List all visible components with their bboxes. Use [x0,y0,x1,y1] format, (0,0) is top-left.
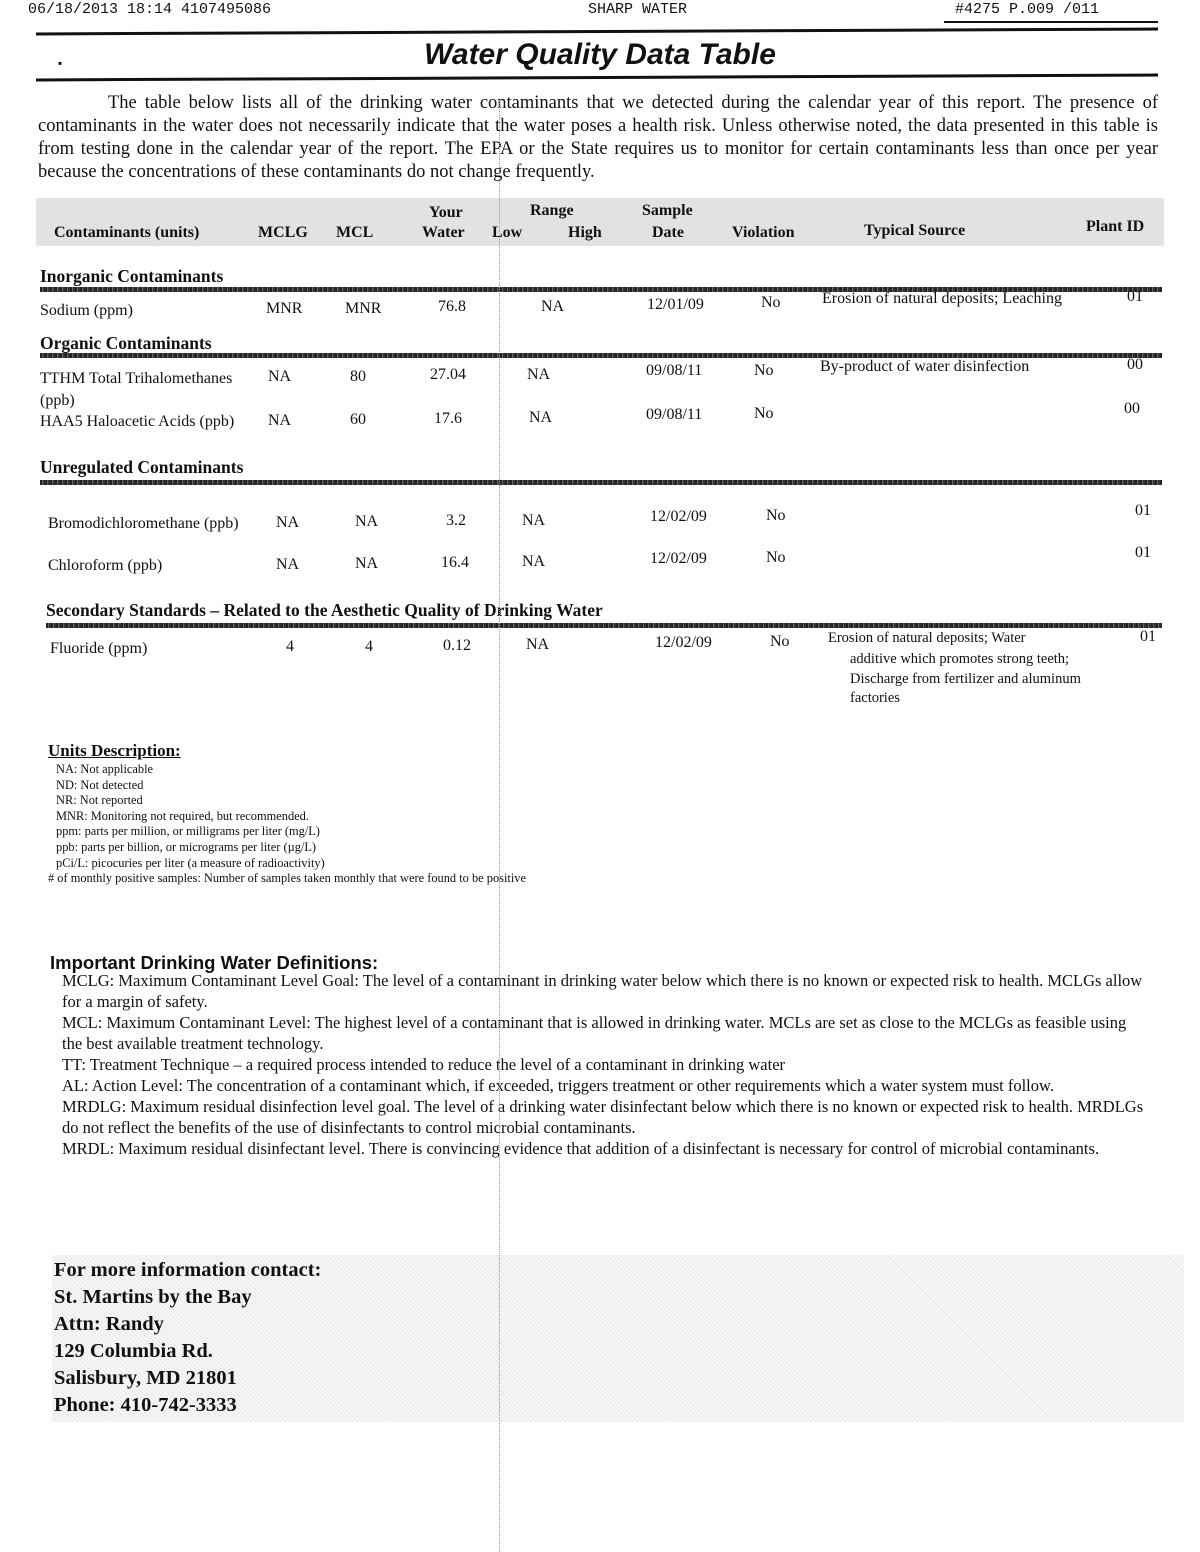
row-mcl: NA [355,555,379,572]
row-name: TTHM Total Trihalomethanes [40,370,233,387]
row-mclg: MNR [266,300,303,317]
row-your-water: 0.12 [443,637,471,654]
section-secondary: Secondary Standards – Related to the Aesthetic Quality of Drinking Water [46,600,603,620]
col-sample: Sample [642,202,693,219]
row-mclg: 4 [286,638,294,655]
units-item: pCi/L: picocuries per liter (a measure of radioactivity) [56,855,325,870]
col-violation: Violation [732,224,795,241]
row-name: Fluoride (ppm) [50,640,148,657]
row-source: By-product of water disinfection [820,358,1030,375]
row-your-water: 17.6 [434,410,462,427]
row-mcl: NA [355,513,379,530]
row-plant: 01 [1127,288,1143,305]
col-low: Low [492,224,523,241]
units-item: NR: Not reported [56,793,143,808]
row-violation: No [754,405,774,422]
definition-item: TT: Treatment Technique – a required process intended to reduce the level of a contaminant in drinking water [62,1055,786,1074]
title-top-rule [36,28,1158,36]
row-name: Chloroform (ppb) [48,557,163,574]
col-high: High [568,224,602,241]
section-inorganic: Inorganic Contaminants [40,266,224,286]
row-violation: No [766,549,786,566]
row-violation: No [766,507,786,524]
fax-header [0,0,1200,22]
row-range: NA [526,636,550,653]
contact-phone: Phone: 410-742-3333 [54,1394,237,1416]
title-bottom-rule [36,74,1158,82]
row-mcl: 60 [350,411,366,428]
row-date: 12/01/09 [647,296,704,313]
row-name: HAA5 Haloacetic Acids (ppb) [40,413,235,430]
row-plant: 01 [1140,628,1156,645]
col-your: Your [429,204,463,221]
section-unregulated: Unregulated Contaminants [40,457,244,477]
intro-paragraph: The table below lists all of the drinking water contaminants that we detected during the calendar year of this report. The presence of contaminants in the water does not necessarily indicate that the water poses a health risk. Unless otherwise noted, the data presented in this table is from testing done in the calendar year of the report. The EPA or the State requires us to monitor for certain contaminants less than once per year because the concentrations of these contaminants do not change frequently. [38,93,1158,182]
row-range: NA [541,298,565,315]
row-range: NA [522,553,546,570]
row-your-water: 16.4 [441,554,469,571]
row-name-cont: (ppb) [40,392,75,409]
row-your-water: 27.04 [430,366,466,383]
row-mclg: NA [276,514,300,531]
contact-org: St. Martins by the Bay [54,1286,252,1308]
row-mclg: NA [268,412,292,429]
row-your-water: 3.2 [446,512,466,529]
row-plant: 00 [1127,356,1143,373]
units-title: Units Description: [48,741,181,760]
row-source: Erosion of natural deposits; Leaching [822,290,1062,307]
contact-heading: For more information contact: [54,1259,322,1281]
section-organic: Organic Contaminants [40,333,212,353]
row-violation: No [754,362,774,379]
row-date: 09/08/11 [646,406,703,423]
definition-item: MCL: Maximum Contaminant Level: The highest level of a contaminant that is allowed in drinking water. MCLs are set as close to the MCLGs as feasible using the best available treatment technology. [62,1013,1127,1053]
units-item: # of monthly positive samples: Number of samples taken monthly that were found to be positive [48,871,526,886]
row-mclg: NA [268,368,292,385]
contact-street: 129 Columbia Rd. [54,1340,213,1362]
fax-sender: SHARP WATER [588,1,688,18]
units-item: ppm: parts per million, or milligrams per liter (mg/L) [56,824,320,839]
row-date: 12/02/09 [650,550,707,567]
table-header [36,198,1164,246]
section-bar-secondary [46,623,1162,628]
units-item: ppb: parts per billion, or micrograms per liter (µg/L) [56,839,317,854]
fax-datetime: 06/18/2013 18:14 4107495086 [28,1,272,18]
row-violation: No [770,633,790,650]
row-source-cont: additive which promotes strong teeth; Discharge from fertilizer and aluminum factories [850,651,1081,706]
row-range: NA [527,366,551,383]
row-plant: 01 [1135,544,1151,561]
section-bar-unregulated [40,480,1162,485]
scan-mark: ▪ [58,56,63,70]
row-your-water: 76.8 [438,298,466,315]
row-plant: 01 [1135,502,1151,519]
header-rule [944,21,1158,23]
row-range: NA [529,409,553,426]
row-source: Erosion of natural deposits; Water [828,630,1026,646]
row-plant: 00 [1124,400,1140,417]
units-item: MNR: Monitoring not required, but recommended. [56,808,309,823]
contact-attn: Attn: Randy [54,1313,164,1335]
contact-block [52,1255,1184,1422]
fax-page: #4275 P.009 /011 [955,1,1100,18]
row-name: Bromodichloromethane (ppb) [48,515,239,532]
row-mclg: NA [276,556,300,573]
units-list [48,762,956,887]
row-date: 09/08/11 [646,362,703,379]
col-typical-source: Typical Source [864,222,966,239]
contact-city: Salisbury, MD 21801 [54,1367,237,1389]
definition-item: MRDL: Maximum residual disinfectant level. There is convincing evidence that addition of a disinfectant is necessary for control of microbial contaminants. [62,1139,1100,1158]
col-mclg: MCLG [258,224,308,241]
row-mcl: 4 [365,638,373,655]
row-name: Sodium (ppm) [40,302,133,319]
definitions-title: Important Drinking Water Definitions: [50,952,379,973]
col-range: Range [530,202,574,219]
row-mcl: 80 [350,368,366,385]
definitions-list [62,970,1147,1159]
col-contaminants: Contaminants (units) [54,224,200,241]
col-date: Date [652,224,684,241]
col-plant-id: Plant ID [1086,218,1145,235]
col-water: Water [422,224,465,241]
definition-item: MCLG: Maximum Contaminant Level Goal: The level of a contaminant in drinking water below which there is no known or expected risk to health. MCLGs allow for a margin of safety. [62,971,1143,1011]
row-violation: No [761,294,781,311]
units-item: NA: Not applicable [56,762,154,776]
fold-line [499,100,500,1552]
page-title: Water Quality Data Table [424,38,776,71]
definition-item: MRDLG: Maximum residual disinfection level goal. The level of a drinking water disinfectant below which there is no known or expected risk to health. MRDLGs do not reflect the benefits of the use of disinfectants to control microbial contaminants. [62,1097,1144,1137]
units-item: ND: Not detected [56,777,144,792]
col-mcl: MCL [336,224,374,241]
row-date: 12/02/09 [650,508,707,525]
row-range: NA [522,512,546,529]
row-date: 12/02/09 [655,634,712,651]
row-mcl: MNR [345,300,382,317]
definition-item: AL: Action Level: The concentration of a contaminant which, if exceeded, triggers treatment or other requirements which a water system must follow. [62,1076,1054,1095]
